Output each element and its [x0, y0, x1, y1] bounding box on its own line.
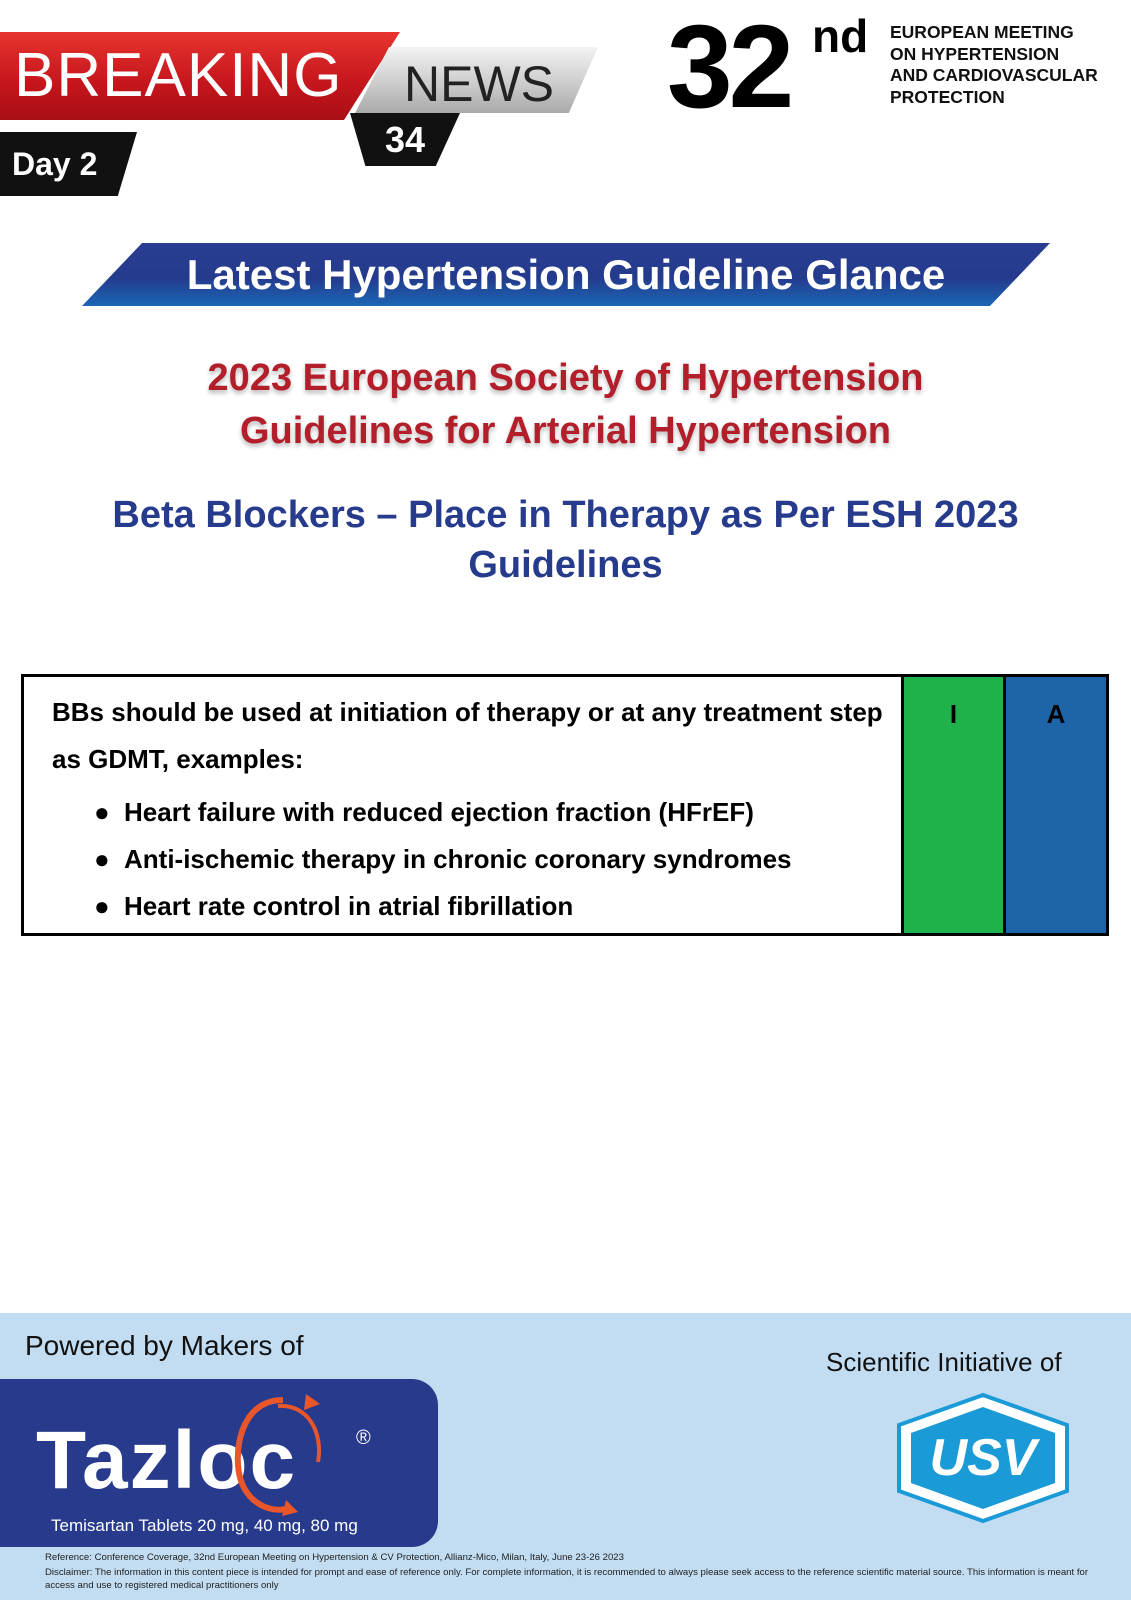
- evidence-level: A: [1046, 699, 1066, 729]
- example-list: [94, 789, 792, 930]
- list-item: [94, 836, 792, 883]
- recommendation-table: [21, 674, 1109, 936]
- scientific-initiative-label: Scientific Initiative of: [826, 1347, 1062, 1377]
- guideline-title-line: Guidelines for Arterial Hypertension: [239, 410, 892, 452]
- meeting-ordinal: 32: [667, 1, 791, 133]
- list-item: [94, 789, 792, 836]
- example-text: Anti-ischemic therapy in chronic coronary syndromes: [124, 844, 792, 874]
- usv-logo-text: USV: [929, 1429, 1037, 1487]
- section-title-line: Guidelines: [468, 544, 663, 586]
- disclaimer-note: Disclaimer: The information in this content piece is intended for prompt and ease of reference only. For complete information, it is recommended to always please seek access to the reference scientific material source. This information is meant for access and use to registered medical practitioners only: [45, 1567, 1089, 1591]
- meeting-name-line: PROTECTION: [890, 86, 1005, 107]
- registered-mark: ®: [356, 1427, 371, 1449]
- glance-banner-title: Latest Hypertension Guideline Glance: [186, 251, 946, 298]
- recommendation-class-cell: [901, 677, 1006, 933]
- section-title: [40, 490, 1091, 590]
- example-text: Heart rate control in atrial fibrillation: [124, 891, 574, 921]
- meeting-name: [890, 22, 1125, 108]
- recommendation-text-cell: [24, 677, 902, 933]
- recommendation-class: I: [949, 699, 958, 729]
- brand-swirl-icon: [228, 1390, 328, 1520]
- recommendation-statement: BBs should be used at initiation of therapy or at any treatment step as GDMT, examples:: [52, 697, 883, 774]
- meeting-name-line: EUROPEAN MEETING: [890, 22, 1074, 42]
- bullet-icon: ●: [94, 797, 110, 827]
- brand-name: Tazloc: [36, 1415, 298, 1506]
- meeting-name-line: ON HYPERTENSION: [890, 43, 1060, 64]
- news-label: NEWS: [404, 56, 554, 112]
- bullet-icon: ●: [94, 844, 110, 874]
- bullet-icon: ●: [94, 891, 110, 921]
- day-label: Day 2: [12, 146, 98, 182]
- guideline-title-line: 2023 European Society of Hypertension: [207, 357, 924, 399]
- usv-logo: [895, 1393, 1071, 1523]
- example-text: Heart failure with reduced ejection fraction (HFrEF): [124, 797, 754, 827]
- section-title-line: Beta Blockers – Place in Therapy as Per ESH 2023: [112, 494, 1019, 536]
- guideline-title: [60, 352, 1071, 458]
- brand-description: Temisartan Tablets 20 mg, 40 mg, 80 mg: [51, 1516, 358, 1535]
- issue-number: 34: [384, 119, 426, 160]
- meeting-name-line: AND CARDIOVASCULAR: [890, 65, 1098, 85]
- reference-note: Reference: Conference Coverage, 32nd European Meeting on Hypertension & CV Protection, Allianz-Mico, Milan, Italy, June 23-26 2023: [45, 1552, 624, 1563]
- meeting-ordinal-suffix: nd: [812, 10, 869, 62]
- list-item: [94, 883, 792, 930]
- breaking-label: BREAKING: [14, 41, 343, 110]
- evidence-level-cell: [1006, 677, 1106, 933]
- powered-by-label: Powered by Makers of: [25, 1330, 304, 1361]
